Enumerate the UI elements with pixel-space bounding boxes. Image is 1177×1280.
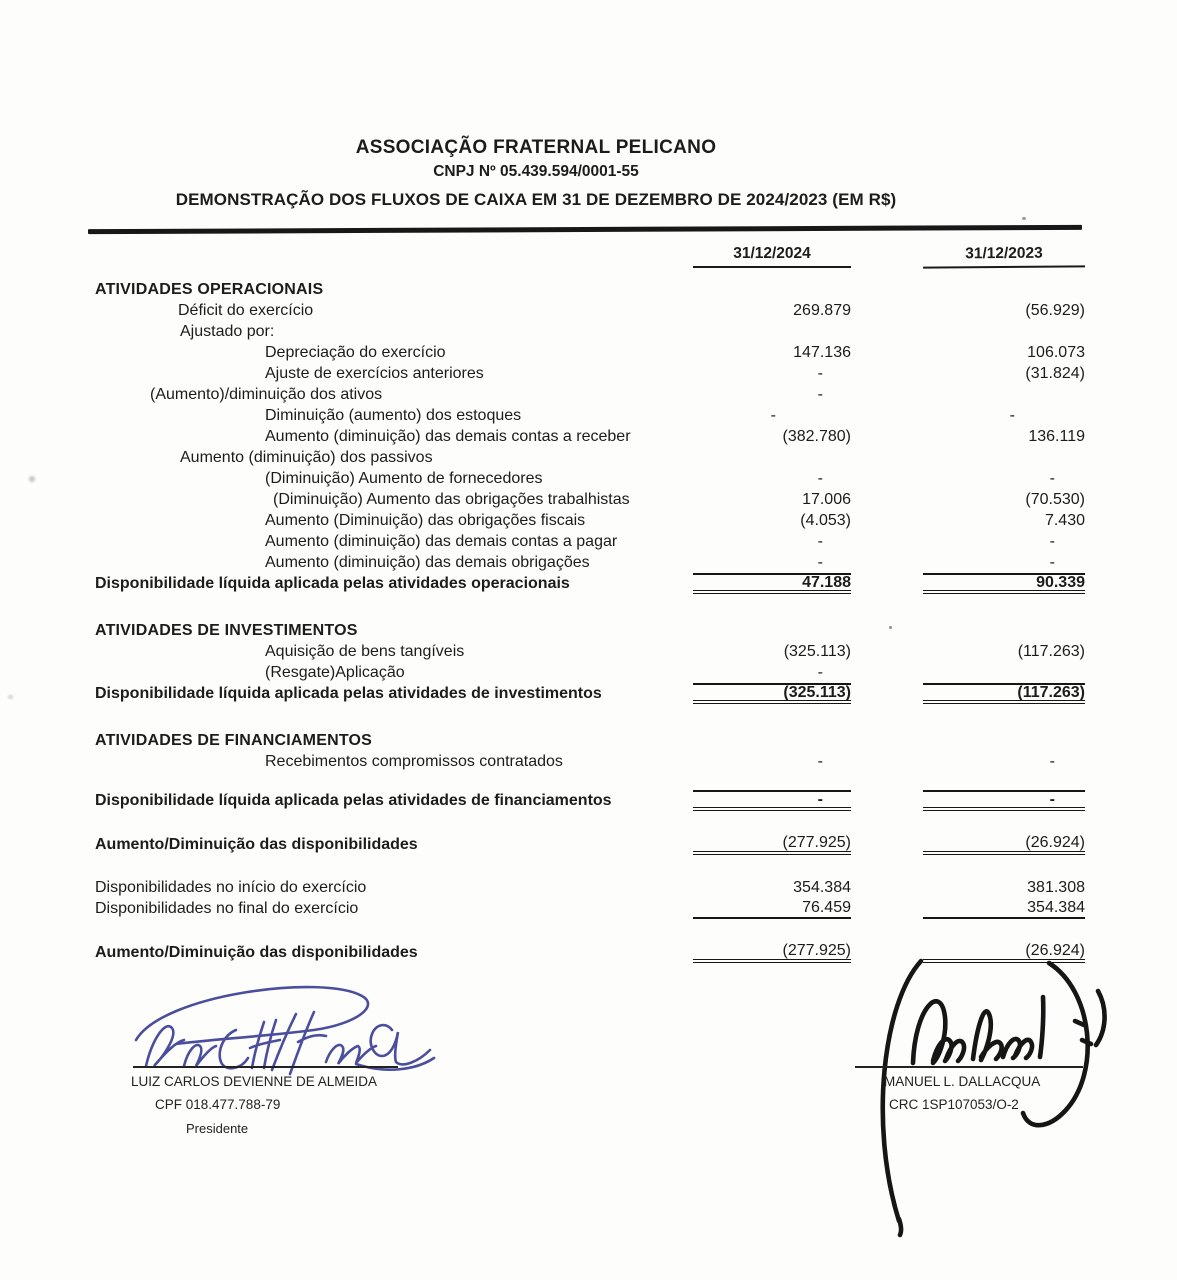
value-2024: 354.384 — [793, 878, 851, 896]
accountant-name: MANUEL L. DALLACQUA — [884, 1074, 1041, 1089]
value-2023: - — [1049, 469, 1055, 487]
value-2023: 7.430 — [1044, 511, 1085, 529]
signature-line-right — [855, 1066, 1083, 1068]
org-name: ASSOCIAÇÃO FRATERNAL PELICANO — [355, 137, 717, 158]
value-2024: - — [817, 469, 823, 487]
table-row — [0, 510, 1177, 531]
table-row — [0, 468, 1177, 489]
row-label: Disponibilidades no início do exercício — [95, 878, 367, 896]
value-2023 — [923, 447, 1085, 468]
row-label: Déficit do exercício — [178, 301, 314, 319]
document-header — [88, 136, 984, 211]
row-label: Disponibilidades no final do exercício — [95, 899, 359, 917]
top-rule — [88, 225, 1082, 234]
table-row — [0, 552, 1177, 573]
row-label: Aumento (Diminuição) das obrigações fiscais — [265, 511, 586, 529]
table-row — [0, 363, 1177, 384]
column-headers — [0, 245, 1177, 268]
table-row — [0, 300, 1177, 321]
table-row — [0, 447, 1177, 468]
value-2023: - — [1049, 532, 1055, 550]
row-label: Aumento (diminuição) das demais contas a receber — [265, 427, 631, 445]
row-label: ATIVIDADES OPERACIONAIS — [95, 280, 324, 298]
value-2023: 90.339 — [923, 573, 1085, 594]
value-2024: - — [770, 406, 776, 424]
president-name: LUIZ CARLOS DEVIENNE DE ALMEIDA — [131, 1074, 378, 1089]
row-label: ATIVIDADES DE FINANCIAMENTOS — [95, 731, 373, 749]
row-label: Aumento (diminuição) das demais obrigações — [265, 553, 590, 571]
table-row — [0, 942, 1177, 963]
table-row — [0, 641, 1177, 662]
row-label: (Aumento)/diminuição dos ativos — [150, 385, 383, 403]
value-2023 — [923, 279, 1085, 300]
value-2024: (277.925) — [693, 834, 851, 855]
row-label: Aumento/Diminuição das disponibilidades — [95, 835, 418, 853]
scan-speck — [1022, 217, 1026, 220]
table-row — [0, 279, 1177, 300]
column-header-2023: 31/12/2023 — [923, 244, 1085, 268]
row-label: Ajuste de exercícios anteriores — [265, 364, 484, 382]
signature-line-left — [133, 1066, 398, 1068]
value-2023: 136.119 — [1028, 427, 1085, 445]
value-2024 — [693, 321, 851, 342]
table-row — [0, 662, 1177, 683]
value-2023: (70.530) — [1025, 490, 1085, 508]
scan-speck — [8, 695, 13, 699]
value-2023: 106.073 — [1027, 343, 1085, 361]
value-2024: 147.136 — [793, 343, 851, 361]
table-row — [0, 489, 1177, 510]
value-2024: - — [817, 553, 823, 571]
value-2024: (325.113) — [783, 642, 851, 660]
value-2023: - — [1009, 406, 1015, 424]
value-2024: - — [817, 364, 823, 382]
value-2023 — [923, 384, 1085, 405]
value-2023: - — [923, 790, 1085, 811]
row-label: Recebimentos compromissos contratados — [265, 752, 563, 770]
row-label: Aumento (diminuição) das demais contas a pagar — [265, 532, 618, 550]
row-label: Disponibilidade líquida aplicada pelas atividades operacionais — [95, 574, 570, 592]
value-2023: (56.929) — [1025, 301, 1085, 319]
table-row — [0, 877, 1177, 898]
table-row — [0, 405, 1177, 426]
president-cpf: CPF 018.477.788-79 — [155, 1097, 281, 1112]
table-row — [0, 834, 1177, 855]
value-2024: 17.006 — [802, 490, 851, 508]
table-row — [0, 898, 1177, 919]
table-row — [0, 384, 1177, 405]
value-2024: - — [693, 790, 851, 811]
table-row — [0, 573, 1177, 594]
value-2023: (117.263) — [1017, 642, 1085, 660]
table-row — [0, 426, 1177, 447]
scan-speck — [29, 476, 35, 482]
value-2023: - — [1049, 553, 1055, 571]
value-2024: - — [817, 752, 823, 770]
row-label: Ajustado por: — [180, 322, 275, 340]
table-row — [0, 790, 1177, 811]
row-label: Disponibilidade líquida aplicada pelas atividades de financiamentos — [95, 791, 612, 809]
value-2023 — [923, 730, 1085, 751]
value-2023 — [923, 321, 1085, 342]
table-row — [0, 342, 1177, 363]
value-2024: 47.188 — [693, 573, 851, 594]
value-2023: 381.308 — [1027, 878, 1085, 896]
value-2024: - — [817, 385, 823, 403]
row-label: Depreciação do exercício — [265, 343, 446, 361]
value-2023: - — [1049, 752, 1055, 770]
value-2023: (26.924) — [923, 834, 1085, 855]
value-2024: (382.780) — [782, 427, 851, 445]
row-label: Diminuição (aumento) dos estoques — [265, 406, 522, 424]
value-2024: - — [817, 663, 823, 681]
row-label: Disponibilidade líquida aplicada pelas atividades de investimentos — [95, 684, 602, 702]
org-cnpj: CNPJ Nº 05.439.594/0001-55 — [433, 163, 639, 180]
row-label: Aquisição de bens tangíveis — [265, 642, 465, 660]
value-2024: (4.053) — [800, 511, 851, 529]
value-2023: (26.924) — [923, 942, 1085, 963]
column-header-2024: 31/12/2024 — [693, 245, 851, 268]
value-2024 — [693, 620, 851, 641]
value-2024: 76.459 — [693, 898, 851, 919]
value-2023: (31.824) — [1025, 364, 1085, 382]
value-2024: - — [817, 532, 823, 550]
value-2024 — [693, 447, 851, 468]
value-2023 — [923, 620, 1085, 641]
row-label: (Diminuição) Aumento das obrigações trabalhistas — [273, 490, 630, 508]
value-2024 — [693, 279, 851, 300]
row-label: ATIVIDADES DE INVESTIMENTOS — [95, 621, 358, 639]
row-label: (Resgate)Aplicação — [265, 663, 405, 681]
statement-rows — [0, 279, 1177, 963]
value-2023 — [923, 662, 1085, 683]
table-row — [0, 531, 1177, 552]
row-label: (Diminuição) Aumento de fornecedores — [265, 469, 543, 487]
scan-speck — [889, 626, 892, 629]
statement-title: DEMONSTRAÇÃO DOS FLUXOS DE CAIXA EM 31 DE DEZEMBRO DE 2024/2023 (EM R$) — [175, 190, 897, 209]
value-2024: (277.925) — [693, 942, 851, 963]
table-row — [0, 620, 1177, 641]
value-2024: 269.879 — [793, 301, 851, 319]
table-row — [0, 751, 1177, 772]
value-2023: (117.263) — [923, 683, 1085, 704]
row-label: Aumento/Diminuição das disponibilidades — [95, 943, 418, 961]
president-role: Presidente — [186, 1121, 249, 1136]
row-label: Aumento (diminuição) dos passivos — [180, 448, 433, 466]
accountant-crc: CRC 1SP107053/O-2 — [889, 1097, 1019, 1112]
value-2024: (325.113) — [693, 683, 851, 704]
table-row — [0, 730, 1177, 751]
table-row — [0, 321, 1177, 342]
value-2023: 354.384 — [923, 898, 1085, 919]
table-row — [0, 683, 1177, 704]
value-2024 — [693, 730, 851, 751]
